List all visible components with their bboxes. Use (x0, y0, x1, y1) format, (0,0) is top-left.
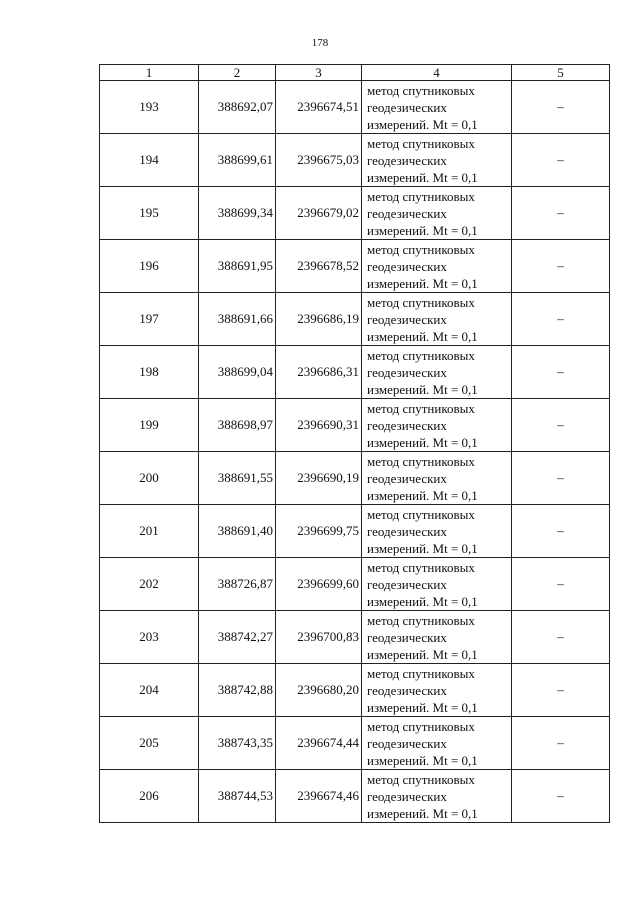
note-cell: – (512, 399, 610, 452)
y-coordinate-cell: 2396686,31 (276, 346, 362, 399)
method-line: геодезических (367, 258, 447, 274)
point-number-cell: 199 (100, 399, 199, 452)
method-line: метод спутниковых (367, 506, 475, 522)
method-cell (362, 664, 512, 717)
method-line: метод спутниковых (367, 241, 475, 257)
method-line: геодезических (367, 364, 447, 380)
x-coordinate-cell: 388692,07 (199, 81, 276, 134)
method-cell (362, 134, 512, 187)
point-number-cell: 202 (100, 558, 199, 611)
y-coordinate-cell: 2396675,03 (276, 134, 362, 187)
page-number: 178 (311, 37, 329, 49)
table-row (100, 134, 610, 187)
method-line: геодезических (367, 523, 447, 539)
method-line: метод спутниковых (367, 665, 475, 681)
method-cell (362, 187, 512, 240)
method-line: метод спутниковых (367, 453, 475, 469)
x-coordinate-cell: 388699,04 (199, 346, 276, 399)
table-row (100, 558, 610, 611)
method-line: измерений. Mt = 0,1 (367, 222, 478, 238)
method-line: геодезических (367, 311, 447, 327)
point-number-cell: 206 (100, 770, 199, 823)
point-number-cell: 197 (100, 293, 199, 346)
note-cell: – (512, 664, 610, 717)
method-line: измерений. Mt = 0,1 (367, 381, 478, 397)
point-number-cell: 201 (100, 505, 199, 558)
table-body (100, 81, 610, 823)
method-cell (362, 81, 512, 134)
note-cell: – (512, 717, 610, 770)
point-number-cell: 200 (100, 452, 199, 505)
method-cell (362, 717, 512, 770)
method-line: измерений. Mt = 0,1 (367, 328, 478, 344)
x-coordinate-cell: 388691,66 (199, 293, 276, 346)
table-row (100, 717, 610, 770)
y-coordinate-cell: 2396690,31 (276, 399, 362, 452)
point-number-cell: 205 (100, 717, 199, 770)
note-cell: – (512, 452, 610, 505)
method-line: геодезических (367, 470, 447, 486)
method-line: метод спутниковых (367, 612, 475, 628)
method-cell (362, 452, 512, 505)
note-cell: – (512, 240, 610, 293)
method-cell (362, 293, 512, 346)
note-cell: – (512, 134, 610, 187)
method-line: метод спутниковых (367, 188, 475, 204)
method-line: измерений. Mt = 0,1 (367, 434, 478, 450)
method-line: измерений. Mt = 0,1 (367, 275, 478, 291)
table-header-row (100, 65, 610, 81)
x-coordinate-cell: 388726,87 (199, 558, 276, 611)
x-coordinate-cell: 388691,95 (199, 240, 276, 293)
x-coordinate-cell: 388742,88 (199, 664, 276, 717)
method-line: метод спутниковых (367, 82, 475, 98)
column-header-2: 2 (199, 65, 276, 81)
x-coordinate-cell: 388699,61 (199, 134, 276, 187)
x-coordinate-cell: 388743,35 (199, 717, 276, 770)
method-cell (362, 505, 512, 558)
method-line: измерений. Mt = 0,1 (367, 116, 478, 132)
method-line: метод спутниковых (367, 135, 475, 151)
method-line: метод спутниковых (367, 400, 475, 416)
y-coordinate-cell: 2396674,46 (276, 770, 362, 823)
table-row (100, 664, 610, 717)
method-line: измерений. Mt = 0,1 (367, 805, 478, 821)
x-coordinate-cell: 388742,27 (199, 611, 276, 664)
table-row (100, 505, 610, 558)
y-coordinate-cell: 2396674,51 (276, 81, 362, 134)
y-coordinate-cell: 2396700,83 (276, 611, 362, 664)
method-cell (362, 558, 512, 611)
method-line: метод спутниковых (367, 294, 475, 310)
method-line: геодезических (367, 576, 447, 592)
method-line: метод спутниковых (367, 718, 475, 734)
method-cell (362, 770, 512, 823)
method-line: измерений. Mt = 0,1 (367, 540, 478, 556)
column-header-1: 1 (100, 65, 199, 81)
method-cell (362, 240, 512, 293)
method-line: геодезических (367, 205, 447, 221)
method-line: геодезических (367, 417, 447, 433)
method-line: геодезических (367, 152, 447, 168)
point-number-cell: 203 (100, 611, 199, 664)
method-line: измерений. Mt = 0,1 (367, 593, 478, 609)
x-coordinate-cell: 388691,55 (199, 452, 276, 505)
y-coordinate-cell: 2396699,75 (276, 505, 362, 558)
column-header-4: 4 (362, 65, 512, 81)
note-cell: – (512, 81, 610, 134)
column-header-3: 3 (276, 65, 362, 81)
note-cell: – (512, 505, 610, 558)
table-row (100, 240, 610, 293)
x-coordinate-cell: 388744,53 (199, 770, 276, 823)
y-coordinate-cell: 2396674,44 (276, 717, 362, 770)
method-cell (362, 399, 512, 452)
method-line: измерений. Mt = 0,1 (367, 169, 478, 185)
point-number-cell: 196 (100, 240, 199, 293)
note-cell: – (512, 346, 610, 399)
x-coordinate-cell: 388699,34 (199, 187, 276, 240)
table-row (100, 452, 610, 505)
y-coordinate-cell: 2396679,02 (276, 187, 362, 240)
method-line: измерений. Mt = 0,1 (367, 487, 478, 503)
point-number-cell: 198 (100, 346, 199, 399)
point-number-cell: 195 (100, 187, 199, 240)
method-line: геодезических (367, 735, 447, 751)
method-line: геодезических (367, 682, 447, 698)
y-coordinate-cell: 2396699,60 (276, 558, 362, 611)
note-cell: – (512, 611, 610, 664)
table-row (100, 81, 610, 134)
point-number-cell: 193 (100, 81, 199, 134)
coordinates-table (99, 64, 610, 823)
table-row (100, 293, 610, 346)
note-cell: – (512, 770, 610, 823)
point-number-cell: 204 (100, 664, 199, 717)
x-coordinate-cell: 388691,40 (199, 505, 276, 558)
column-header-5: 5 (512, 65, 610, 81)
method-line: метод спутниковых (367, 771, 475, 787)
method-line: измерений. Mt = 0,1 (367, 646, 478, 662)
x-coordinate-cell: 388698,97 (199, 399, 276, 452)
point-number-cell: 194 (100, 134, 199, 187)
y-coordinate-cell: 2396690,19 (276, 452, 362, 505)
table-row (100, 346, 610, 399)
method-line: геодезических (367, 629, 447, 645)
table-row (100, 611, 610, 664)
table-row (100, 770, 610, 823)
method-line: геодезических (367, 99, 447, 115)
method-cell (362, 346, 512, 399)
table-row (100, 187, 610, 240)
table-row (100, 399, 610, 452)
note-cell: – (512, 293, 610, 346)
y-coordinate-cell: 2396686,19 (276, 293, 362, 346)
method-line: измерений. Mt = 0,1 (367, 699, 478, 715)
method-line: метод спутниковых (367, 559, 475, 575)
y-coordinate-cell: 2396678,52 (276, 240, 362, 293)
method-line: метод спутниковых (367, 347, 475, 363)
method-cell (362, 611, 512, 664)
note-cell: – (512, 558, 610, 611)
method-line: геодезических (367, 788, 447, 804)
note-cell: – (512, 187, 610, 240)
method-line: измерений. Mt = 0,1 (367, 752, 478, 768)
y-coordinate-cell: 2396680,20 (276, 664, 362, 717)
